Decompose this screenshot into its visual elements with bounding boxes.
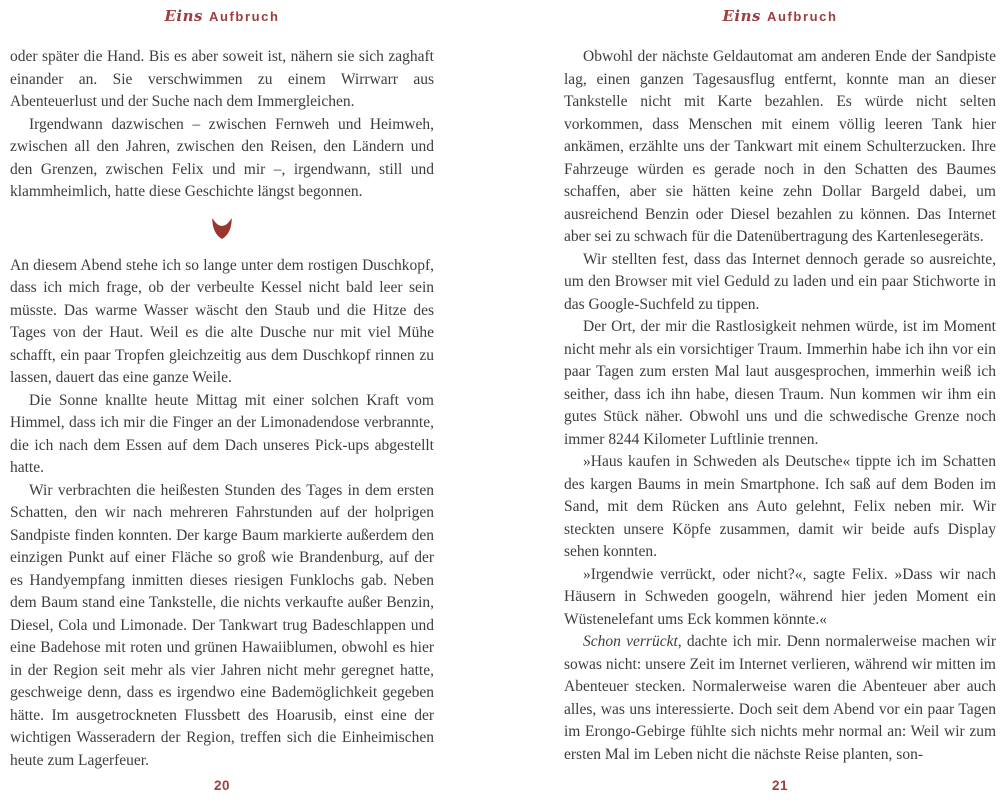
page-number: 21	[771, 778, 789, 793]
running-header-left	[10, 7, 434, 26]
italic-phrase: Schon verrückt	[583, 633, 678, 650]
paragraph: Obwohl der nächste Geldautomat am anderen Ende der Sandpiste lag, einen ganzen Tagesausflug entfernt, konnte man an dieser Tankstelle nicht mit Karte bezahlen. Es würde nicht selten vorkommen, dass Menschen mit einem völlig leeren Tank hier ankämen, erzählte uns der Tankwart mit einem Schulterzucken. Ihre Fahrzeuge würden es gerade noch in den Schatten des Baumes schaffen, aber sie hätten keine zehn Dollar Bargeld dabei, um ausreichend Benzin oder Diesel bezahlen zu können. Das Internet aber sei zu schwach für die Datenübertragung des Kartenlesegeräts.	[564, 48, 996, 245]
page-right	[564, 0, 996, 800]
paragraph: »Irgendwie verrückt, oder nicht?«, sagte Felix. »Dass wir nach Häusern in Schweden googeln, während hier jeden Moment ein Wüstenelefant ums Eck kommen könnte.«	[564, 565, 996, 628]
chapter-title: Aufbruch	[208, 9, 280, 24]
page-text-right	[564, 46, 996, 766]
page-left	[10, 0, 434, 800]
chapter-title: Aufbruch	[766, 9, 838, 24]
paragraph: oder später die Hand. Bis es aber soweit ist, nähern sie sich zaghaft einander an. Sie verschwimmen zu einem Wirrwarr aus Abenteuerlust und der Suche nach dem Immergleichen.	[10, 48, 434, 110]
paragraph: Wir verbrachten die heißesten Stunden des Tages in dem ersten Schatten, den wir nach mehreren Fahrstunden auf der holprigen Sandpiste finden konnten. Der karge Baum markierte außerdem den einzigen Punkt auf einer Fläche so groß wie Brandenburg, auf der es Handyempfang inmitten dieses riesigen Funklochs gab. Neben dem Baum stand eine Tankstelle, die nichts verkaufte außer Benzin, Diesel, Cola und Limonade. Der Tankwart trug Badeschlappen und eine Badehose mit roten und grünen Hawaiiblumen, obwohl es hier in der Region seit mehr als vier Jahren nicht mehr geregnet hatte, geschweige denn, dass es irgendwo eine Bademöglichkeit gegeben hätte. Im ausgetrockneten Flussbett des Hoarusib, einst eine der wichtigen Wasseradern der Region, treffen sich die Einheimischen heute zum Lagerfeuer.	[10, 481, 434, 769]
paragraph: An diesem Abend stehe ich so lange unter dem rostigen Duschkopf, dass ich mich frage, ob der verbeulte Kessel nicht bald leer sein müsste. Das warme Wasser wäscht den Staub und die Hitze des Tages von der Haut. Weil es die alte Dusche nur mit viel Mühe schafft, ein paar Tropfen gleichzeitig aus dem Duschkopf rinnen zu lassen, dauert das eine ganze Weile.	[10, 256, 434, 386]
page-number: 20	[213, 778, 231, 793]
running-header-right	[564, 7, 996, 26]
chapter-number: Eins	[164, 7, 203, 25]
paragraph: Irgendwann dazwischen – zwischen Fernweh und Heimweh, zwischen all den Jahren, zwischen den Reisen, den Ländern und den Grenzen, zwischen Felix und mir –, irgendwann, still und klammheimlich, hatte diese Geschichte längst begonnen.	[10, 115, 434, 200]
paragraph: Die Sonne knallte heute Mittag mit einer solchen Kraft vom Himmel, dass ich mir die Finger an der Limonadendose verbrannte, die ich nach dem Essen auf dem Dach unseres Pick-ups abgestellt hatte.	[10, 391, 434, 476]
paragraph: »Haus kaufen in Schweden als Deutsche« tippte ich im Schatten des kargen Baums in mein Smartphone. Ich saß auf dem Boden im Sand, mit dem Rücken ans Auto gelehnt, Felix neben mir. Wir steckten unsere Köpfe zusammen, damit wir beide aufs Display sehen konnten.	[564, 453, 996, 560]
paragraph: Wir stellten fest, dass das Internet dennoch gerade so ausreichte, um den Browser mit viel Geduld zu laden und ein paar Stichworte in das Google-Suchfeld zu tippen.	[564, 250, 996, 313]
paragraph	[564, 631, 996, 766]
page-text-left	[10, 46, 434, 772]
tulip-ornament-icon	[210, 217, 234, 240]
chapter-number: Eins	[722, 7, 761, 25]
paragraph-text: , dachte ich mir. Denn normalerweise machen wir sowas nicht: unsere Zeit im Internet verlieren, während wir mitten im Abenteuer stecken. Normalerweise waren die Abenteuer aber auch alles, was uns interessierte. Doch seit dem Abend vor ein paar Tagen im Erongo-Gebirge fühlte sich nichts mehr normal an: Weil wir zum ersten Mal im Leben nicht die nächste Reise planten, son-	[564, 633, 996, 763]
paragraph: Der Ort, der mir die Rastlosigkeit nehmen würde, ist im Moment nicht mehr als ein vorsichtiger Traum. Immerhin habe ich ihn vor ein paar Tagen zum ersten Mal laut ausgesprochen, immerhin weiß ich seither, dass ich ihn habe, diesen Traum. Nun kommen wir ihm ein gutes Stück näher. Obwohl uns und die schwedische Grenze noch immer 8244 Kilometer Luftlinie trennen.	[564, 318, 996, 448]
section-break	[10, 217, 434, 240]
